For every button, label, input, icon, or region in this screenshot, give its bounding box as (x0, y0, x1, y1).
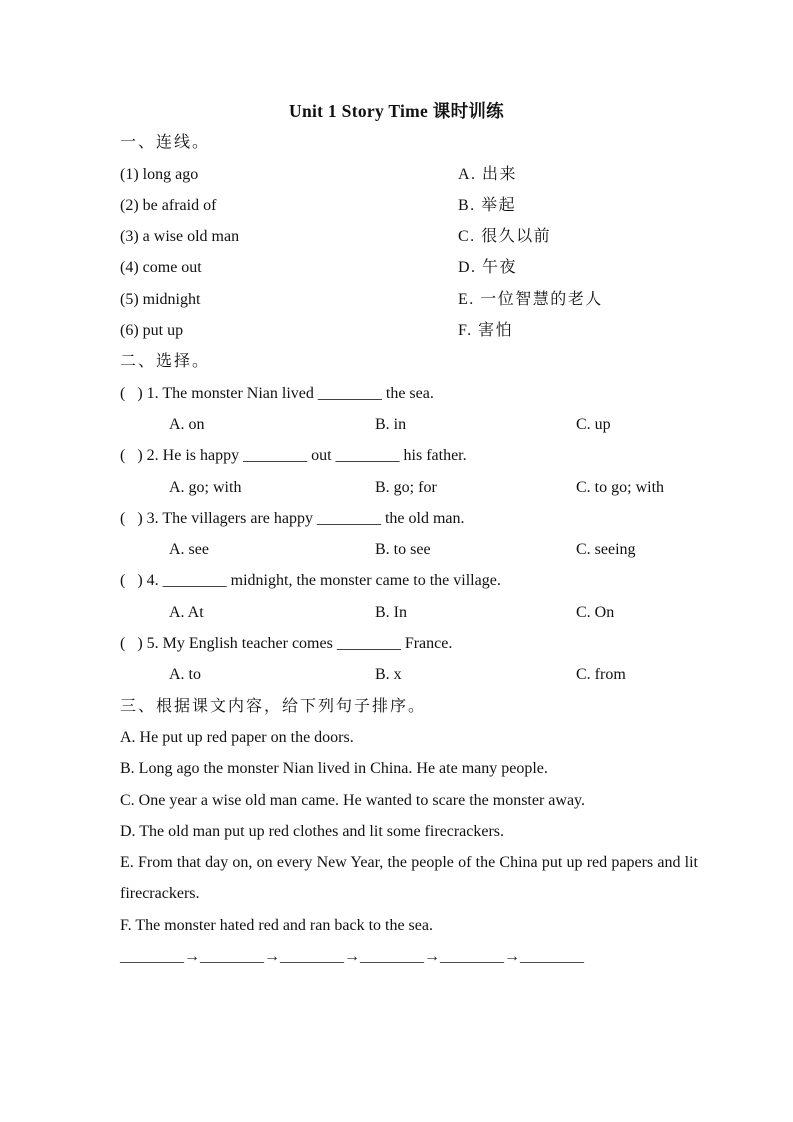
ordering-sentence: A. He put up red paper on the doors. (120, 728, 354, 746)
option-a: A. At (169, 603, 204, 621)
option-a: A. on (169, 415, 205, 433)
ordering-sentence: C. One year a wise old man came. He wanted to scare the monster away. (120, 791, 586, 809)
option-b: B. x (375, 666, 402, 684)
match-right-translation: F. 害怕 (458, 322, 514, 340)
option-b: B. In (375, 603, 407, 621)
question-lead: ( ) 3. The villagers are happy ________ the old man. (120, 509, 465, 527)
ordering-sentence: B. Long ago the monster Nian lived in China. He ate many people. (120, 760, 548, 778)
match-right-translation: E. 一位智慧的老人 (458, 290, 603, 308)
option-a: A. to (169, 666, 201, 684)
ordering-answer-blanks: ________→________→________→________→________→________ (120, 948, 584, 966)
match-row (120, 190, 698, 221)
question-lead: ( ) 1. The monster Nian lived ________ the sea. (120, 384, 434, 402)
option-a: A. see (169, 541, 209, 559)
match-right-translation: A. 出来 (458, 165, 518, 183)
match-row (120, 315, 698, 346)
option-c: C. from (576, 666, 626, 684)
match-left-phrase: (6) put up (120, 322, 184, 340)
section3-heading: 三、根据课文内容，给下列句子排序。 (120, 697, 427, 715)
match-row (120, 159, 698, 190)
match-right-translation: B. 举起 (458, 196, 517, 214)
option-c: C. On (576, 603, 615, 621)
option-b: B. to see (375, 541, 431, 559)
match-left-phrase: (4) come out (120, 259, 202, 277)
worksheet-content (120, 127, 698, 972)
page-title: Unit 1 Story Time 课时训练 (289, 101, 504, 121)
question-lead: ( ) 4. ________ midnight, the monster came to the village. (120, 572, 501, 590)
option-b: B. in (375, 415, 407, 433)
ordering-sentence: E. From that day on, on every New Year, the people of the China put up red papers and lit firecrackers. (120, 854, 698, 903)
section2-heading: 二、选择。 (120, 353, 211, 371)
ordering-sentence: F. The monster hated red and ran back to the sea. (120, 916, 433, 934)
match-left-phrase: (3) a wise old man (120, 228, 240, 246)
match-right-translation: C. 很久以前 (458, 228, 552, 246)
match-row (120, 252, 698, 283)
match-left-phrase: (1) long ago (120, 165, 199, 183)
option-c: C. to go; with (576, 478, 665, 496)
question-options (120, 472, 698, 503)
question-options (120, 659, 698, 690)
option-c: C. up (576, 415, 611, 433)
question-options (120, 409, 698, 440)
match-right-translation: D. 午夜 (458, 259, 518, 277)
ordering-sentence: D. The old man put up red clothes and lit some firecrackers. (120, 822, 505, 840)
question-lead: ( ) 5. My English teacher comes ________ France. (120, 635, 453, 653)
option-b: B. go; for (375, 478, 437, 496)
match-left-phrase: (2) be afraid of (120, 196, 217, 214)
match-row (120, 221, 698, 252)
question-options (120, 534, 698, 565)
question-options (120, 597, 698, 628)
match-row (120, 284, 698, 315)
option-a: A. go; with (169, 478, 242, 496)
option-c: C. seeing (576, 541, 636, 559)
section1-heading: 一、连线。 (120, 134, 211, 152)
match-left-phrase: (5) midnight (120, 290, 201, 308)
question-lead: ( ) 2. He is happy ________ out ________ his father. (120, 447, 467, 465)
